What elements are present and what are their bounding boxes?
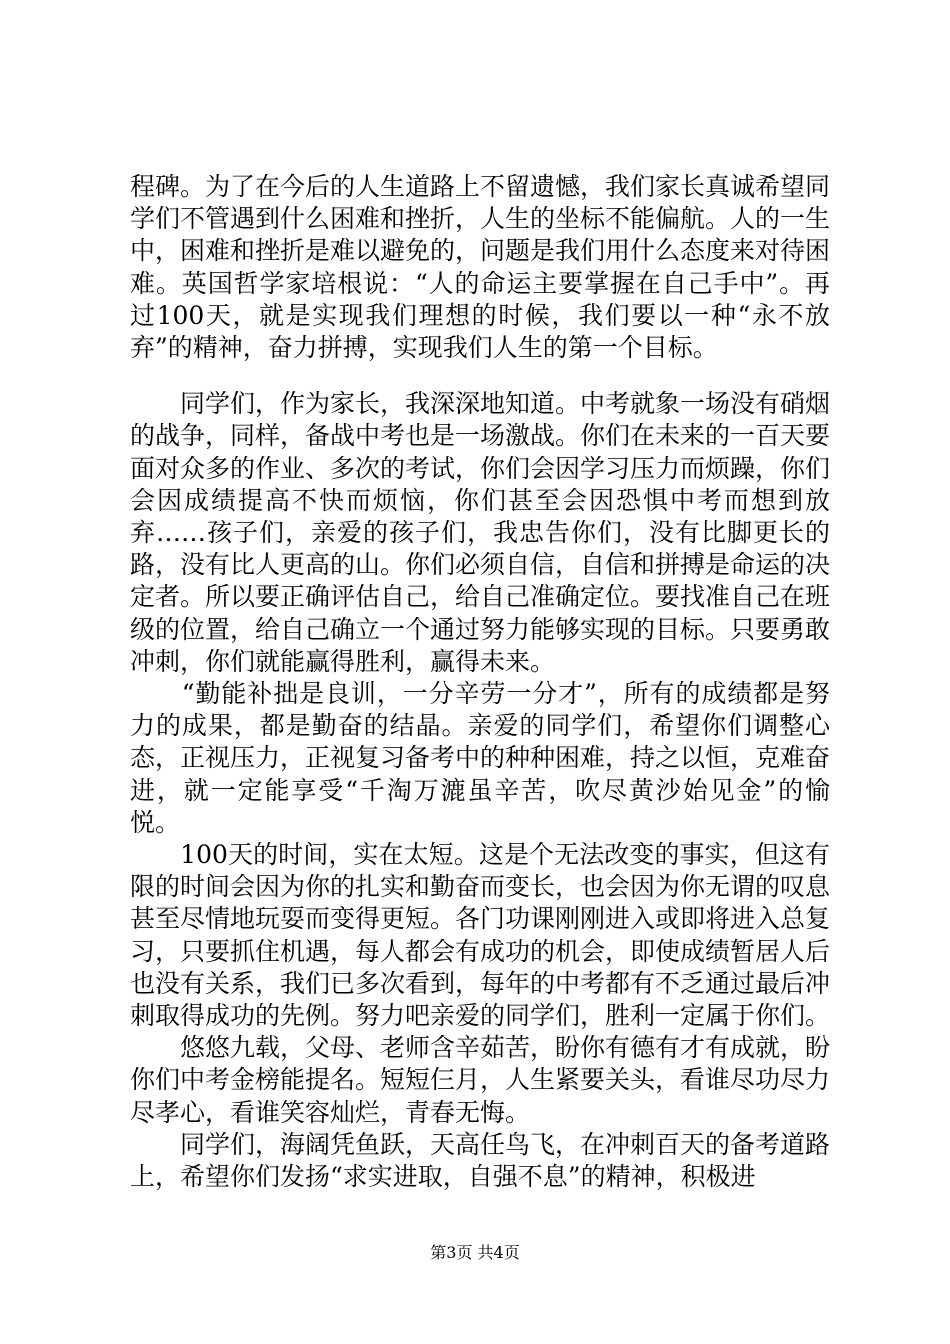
paragraph-1: 程碑。为了在今后的人生道路上不留遗憾，我们家长真诚希望同学们不管遇到什么困难和挫折，人生的坐标不能偏航。人的一生中，困难和挫折是难以避免的，问题是我们用什么态度来对待困难。英国哲学家培根说：“人的命运主要掌握在自己手中”。再过100天，就是实现我们理想的时候，我们要以一种“永不放弃”的精神，奋力拼搏，实现我们人生的第一个目标。 xyxy=(130,172,831,363)
document-body xyxy=(130,171,830,1193)
page-number-footer: 第3页 共4页 xyxy=(430,1243,520,1262)
paragraph-3: “勤能补拙是良训，一分辛劳一分才”，所有的成绩都是努力的成果，都是勤奋的结晶。亲爱的同学们，希望你们调整心态，正视压力，正视复习备考中的种种困难，持之以恒，克难奋进，就一定能享受“千淘万漉虽辛苦，吹尽黄沙始见金”的愉悦。 xyxy=(130,679,831,837)
paragraph-5: 悠悠九载，父母、老师含辛茹苦，盼你有德有才有成就，盼你们中考金榜能提名。短短仨月，人生紧要关头，看谁尽功尽力尽孝心，看谁笑容灿烂，青春无悔。 xyxy=(130,1033,831,1127)
paragraph-4: 100天的时间，实在太短。这是个无法改变的事实，但这有限的时间会因为你的扎实和勤奋而变长，也会因为你无谓的叹息甚至尽情地玩耍而变得更短。各门功课刚刚进入或即将进入总复习，只要抓住机遇，每人都会有成功的机会，即使成绩暂居人后也没有关系，我们已多次看到，每年的中考都有不乏通过最后冲刺取得成功的先例。努力吧亲爱的同学们，胜利一定属于你们。 xyxy=(130,840,831,1031)
paragraph-gap xyxy=(130,364,830,388)
paragraph-6: 同学们，海阔凭鱼跃，天高任鸟飞，在冲刺百天的备考道路上，希望你们发扬“求实进取，自强不息”的精神，积极进 xyxy=(130,1129,831,1192)
paragraph-2: 同学们，作为家长，我深深地知道。中考就象一场没有硝烟的战争，同样，备战中考也是一场激战。你们在未来的一百天要面对众多的作业、多次的考试，你们会因学习压力而烦躁，你们会因成绩提高不快而烦恼，你们甚至会因恐惧中考而想到放弃……孩子们，亲爱的孩子们，我忠告你们，没有比脚更长的路，没有比人更高的山。你们必须自信，自信和拼搏是命运的决定者。所以要正确评估自己，给自己准确定位。要找准自己在班级的位置，给自己确立一个通过努力能够实现的目标。只要勇敢冲刺，你们就能赢得胜利，赢得未来。 xyxy=(130,389,831,676)
